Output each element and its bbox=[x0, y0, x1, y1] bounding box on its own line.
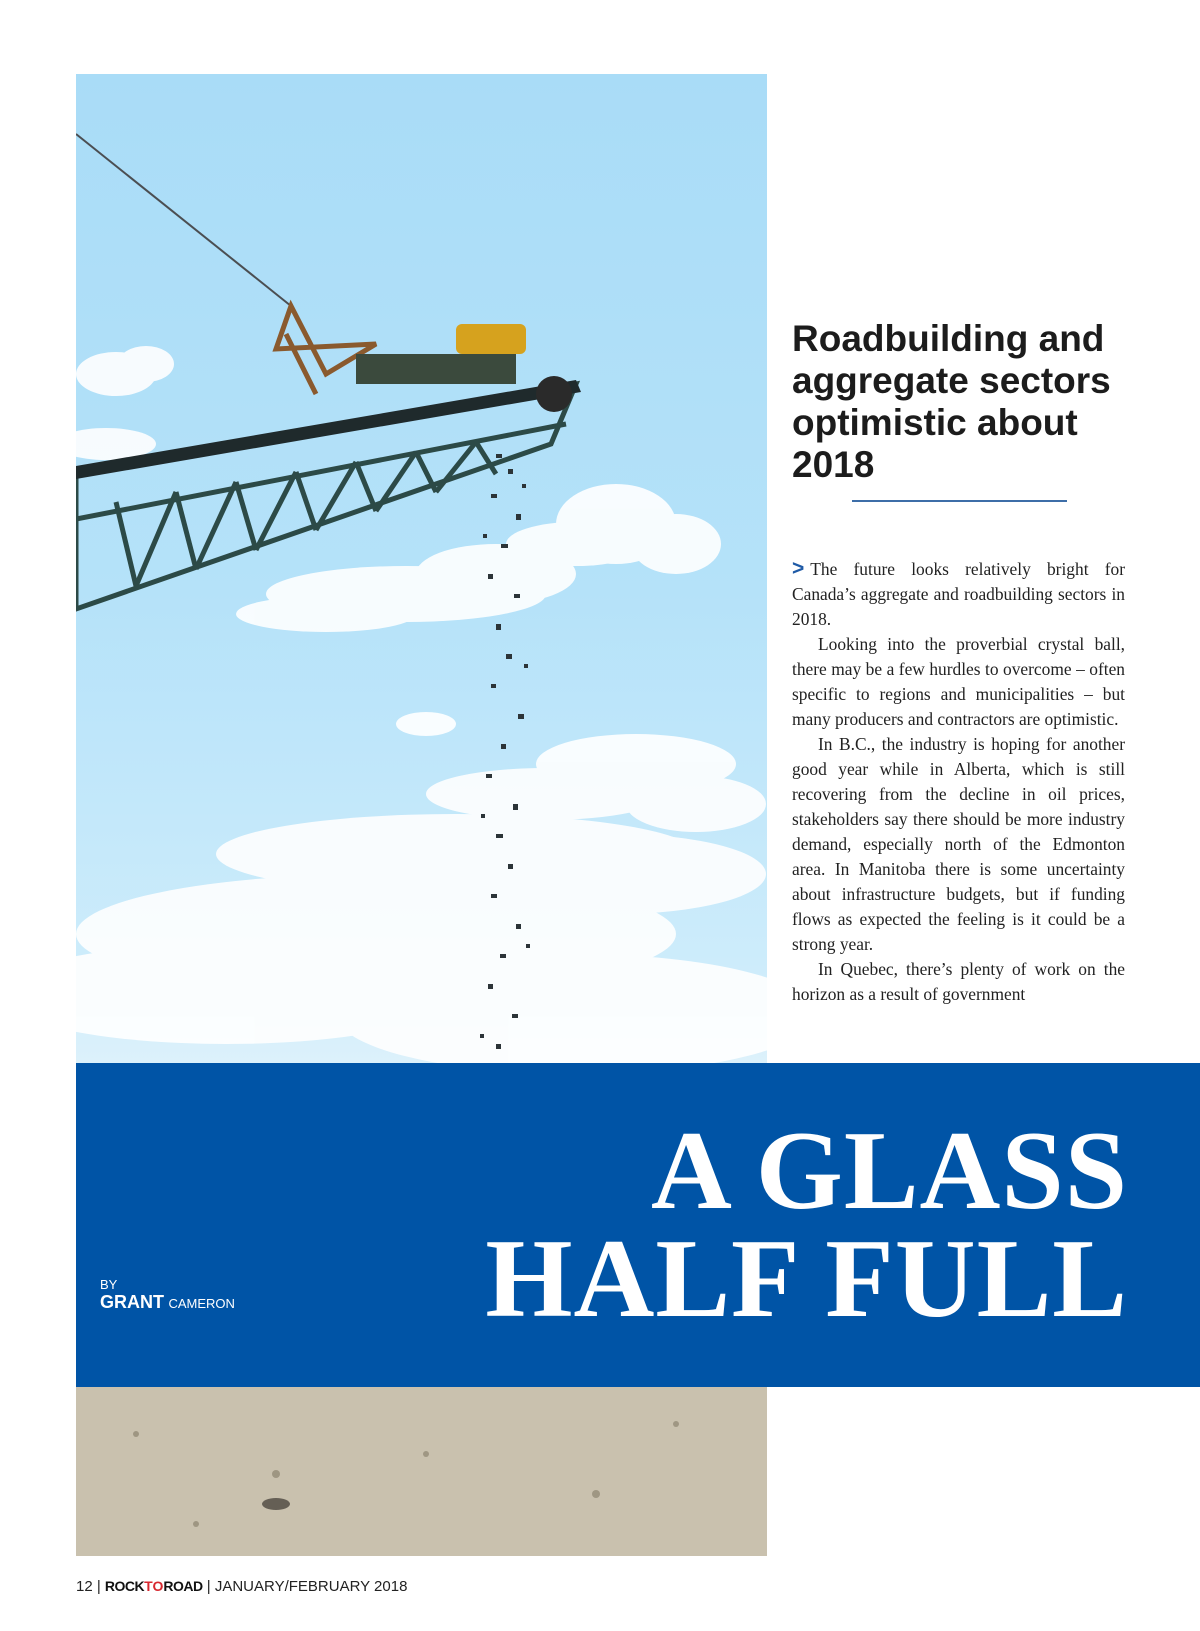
byline-prefix: BY bbox=[100, 1277, 118, 1292]
article-title: Roadbuilding and aggregate sectors optimistic about 2018 bbox=[792, 318, 1111, 485]
headline-line-1: A GLASS bbox=[651, 1109, 1128, 1233]
headline bbox=[485, 1109, 1128, 1341]
page-number: 12 bbox=[76, 1578, 93, 1595]
author-last-name: CAMERON bbox=[168, 1296, 235, 1311]
title-divider bbox=[852, 500, 1067, 502]
paragraph-3: In B.C., the industry is hoping for another good year while in Alberta, which is still recovering from the decline in oil prices, stakeholders say there should be more industry demand, especially north of the Edmonton area. In Manitoba there is some uncertainty about infrastructure budgets, but if funding flows as expected the feeling is it could be a strong year. bbox=[792, 734, 1125, 954]
author-first-name: GRANT bbox=[100, 1292, 164, 1312]
chevron-right-icon: > bbox=[792, 557, 805, 580]
headline-banner bbox=[76, 1063, 1200, 1387]
magazine-logo: ROCKTOROAD bbox=[104, 1578, 203, 1594]
article-body bbox=[792, 556, 1125, 1007]
paragraph-4: In Quebec, there’s plenty of work on the horizon as a result of government bbox=[792, 959, 1125, 1004]
headline-line-2: HALF FULL bbox=[485, 1217, 1128, 1341]
byline bbox=[100, 1277, 235, 1313]
paragraph-1 bbox=[792, 556, 1125, 632]
issue-date: JANUARY/FEBRUARY 2018 bbox=[214, 1578, 408, 1595]
page-footer: 12 | ROCKTOROAD | JANUARY/FEBRUARY 2018 bbox=[76, 1578, 408, 1595]
paragraph-1-text: The future looks relatively bright for Canada’s aggregate and roadbuilding sectors in 2018. bbox=[792, 559, 1125, 629]
paragraph-2: Looking into the proverbial crystal ball, there may be a few hurdles to overcome – often specific to regions and municipalities – but many producers and contractors are optimistic. bbox=[792, 634, 1125, 729]
